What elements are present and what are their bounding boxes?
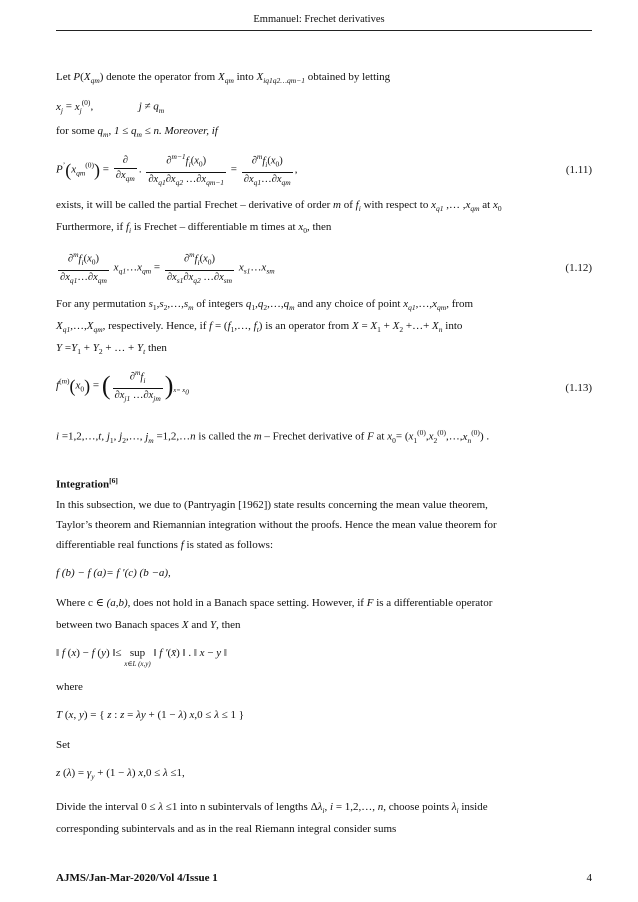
page-footer [56, 872, 592, 884]
math-P-of-X: P [73, 71, 81, 83]
integration-paragraph-line-2: Taylor’s theorem and Riemannian integration without the proofs. Hence the mean value theorem for [56, 519, 497, 531]
page-number: 4 [586, 872, 592, 884]
equation-1-12: $\frac{\partial^mf_i(x_0)}{\partial x_{q1}\dots\partial x_{qm}}$ $x_{q1}\dots x_{qm}$ = $\frac{\partial^mf_i(x_0)}{\partial x_{s1}\partial x_{q2} \dots\partial x_{sm}}$ $x_{s1}\dots x_{sm}$ [60, 250, 275, 285]
paragraph-banach-line-1: Where c ∈ (a,b), does not hold in a Banach space setting. However, if F is a differentiable operator [56, 597, 493, 609]
integration-paragraph-line-3: differentiable real functions f is stated as follows: [56, 539, 273, 551]
paragraph-permutation-line-2: $X_{q1},\dots,X_{qm}$, respectively. Hence, if $f = (f_1,\dots$, $f_t$) is an operator from $X = X_1 + X_2$ +…+ $X_n$ into [56, 320, 463, 335]
word-set: Set [56, 739, 71, 751]
set-T-definition: T (x, y) = { z : z = λy + (1 − λ) x,0 ≤ λ ≤ 1 } [56, 709, 245, 721]
running-header: Emmanuel: Frechet derivatives [253, 14, 385, 25]
math-assignment: $x_j = x_j^{(0)}$, $j \ne q_m$ [56, 98, 165, 115]
equation-1-11: $P^’(x_{qm}^{(0)})$ = $\frac{\partial}{\partial x_{qm}}$ . $\frac{\partial^{m-1}f_i(x_0)}{\partial x_{q1}\partial x_{q2} \dots\partial x_{qm-1}}$ = $\frac{\partial^mf_i(x_0)}{\partial x_{q1}\dots\partial x_{qm}}$ , [56, 152, 298, 187]
paragraph-divide-line-2: corresponding subintervals and as in the real Riemann integral consider sums [56, 823, 397, 835]
integration-paragraph-line-1: In this subsection, we due to (Pantryagin [1962]) state results concerning the mean value theorem, [56, 499, 488, 511]
section-heading-integration: Integration[6] [56, 476, 118, 491]
mean-value-equation: f (b) − f (a)= f ′(c) (b −a), [56, 567, 171, 579]
paragraph-furthermore: Furthermore, if $f_i$ is Frechet – differentiable m times at $x_0$, then [56, 221, 332, 236]
word-where: where [56, 681, 83, 693]
paragraph-partial-derivative: exists, it will be called the partial Frechet – derivative of order m of $f_i$ with respect to $x_{q1}$ ,… $,x_{qm}$ at $x_0$ [56, 199, 502, 214]
journal-info: AJMS/Jan-Mar-2020/Vol 4/Issue 1 [56, 872, 218, 884]
equation-1-13: $f^{(m)}(x_0)$ = ( $\frac{\partial^mf_i}{\partial x_{j1} \dots\partial x_{jm}}$ )$_{x= x_0}$ [56, 368, 189, 403]
header-rule [56, 30, 592, 31]
citation-ref: [6] [109, 476, 118, 485]
paragraph-m-frechet: i =1,2,…,t, $j_1$, $j_2,\dots$, $j_m$ =1,2,…n is called the m – Frechet derivative of F at $x_0=$ $(x_1^{(0)},x_2^{(0)},\dots,x_n^{(0)})$ . [56, 428, 490, 445]
paragraph-permutation-line-3: $Y =Y_1 + Y_2$ + … + $Y_t$ then [56, 342, 167, 357]
paragraph-for-some: for some $q_m$, $1 \le q_m \le n$. Moreover, if [56, 125, 218, 140]
equation-number-1-13: (1.13) [565, 382, 592, 394]
paragraph-banach-line-2: between two Banach spaces X and Y, then [56, 619, 241, 631]
paragraph-operator-definition: Let $P(X_{qm})$ denote the operator from $X_{qm}$ into $X_{iq1q2\dots qm-1}$ obtained by letting [56, 71, 391, 86]
equation-number-1-11: (1.11) [565, 164, 592, 176]
norm-inequality: ‖ f (x) − f (y) ‖≤ sup x∈L (x,y) ‖ f ′(x̄) ‖ . ‖ x − y ‖ [56, 647, 228, 668]
paragraph-divide-line-1: Divide the interval 0 ≤ λ ≤1 into n subintervals of lengths $\Delta\lambda_i$, i = 1,2,…, n, choose points $\lambda_i$ inside [56, 801, 488, 816]
equation-number-1-12: (1.12) [565, 262, 592, 274]
z-lambda-definition: z $(\lambda) = \gamma_y + (1 - \lambda) x,0 \le \lambda \le 1$, [56, 767, 185, 782]
paragraph-permutation-line-1: For any permutation $s_1,s_2,\dots,s_m$ of integers $q_1,q_2,\dots,q_m$ and any choice of point $x_{q1},\dots,x_{qm}$, from [56, 298, 474, 313]
